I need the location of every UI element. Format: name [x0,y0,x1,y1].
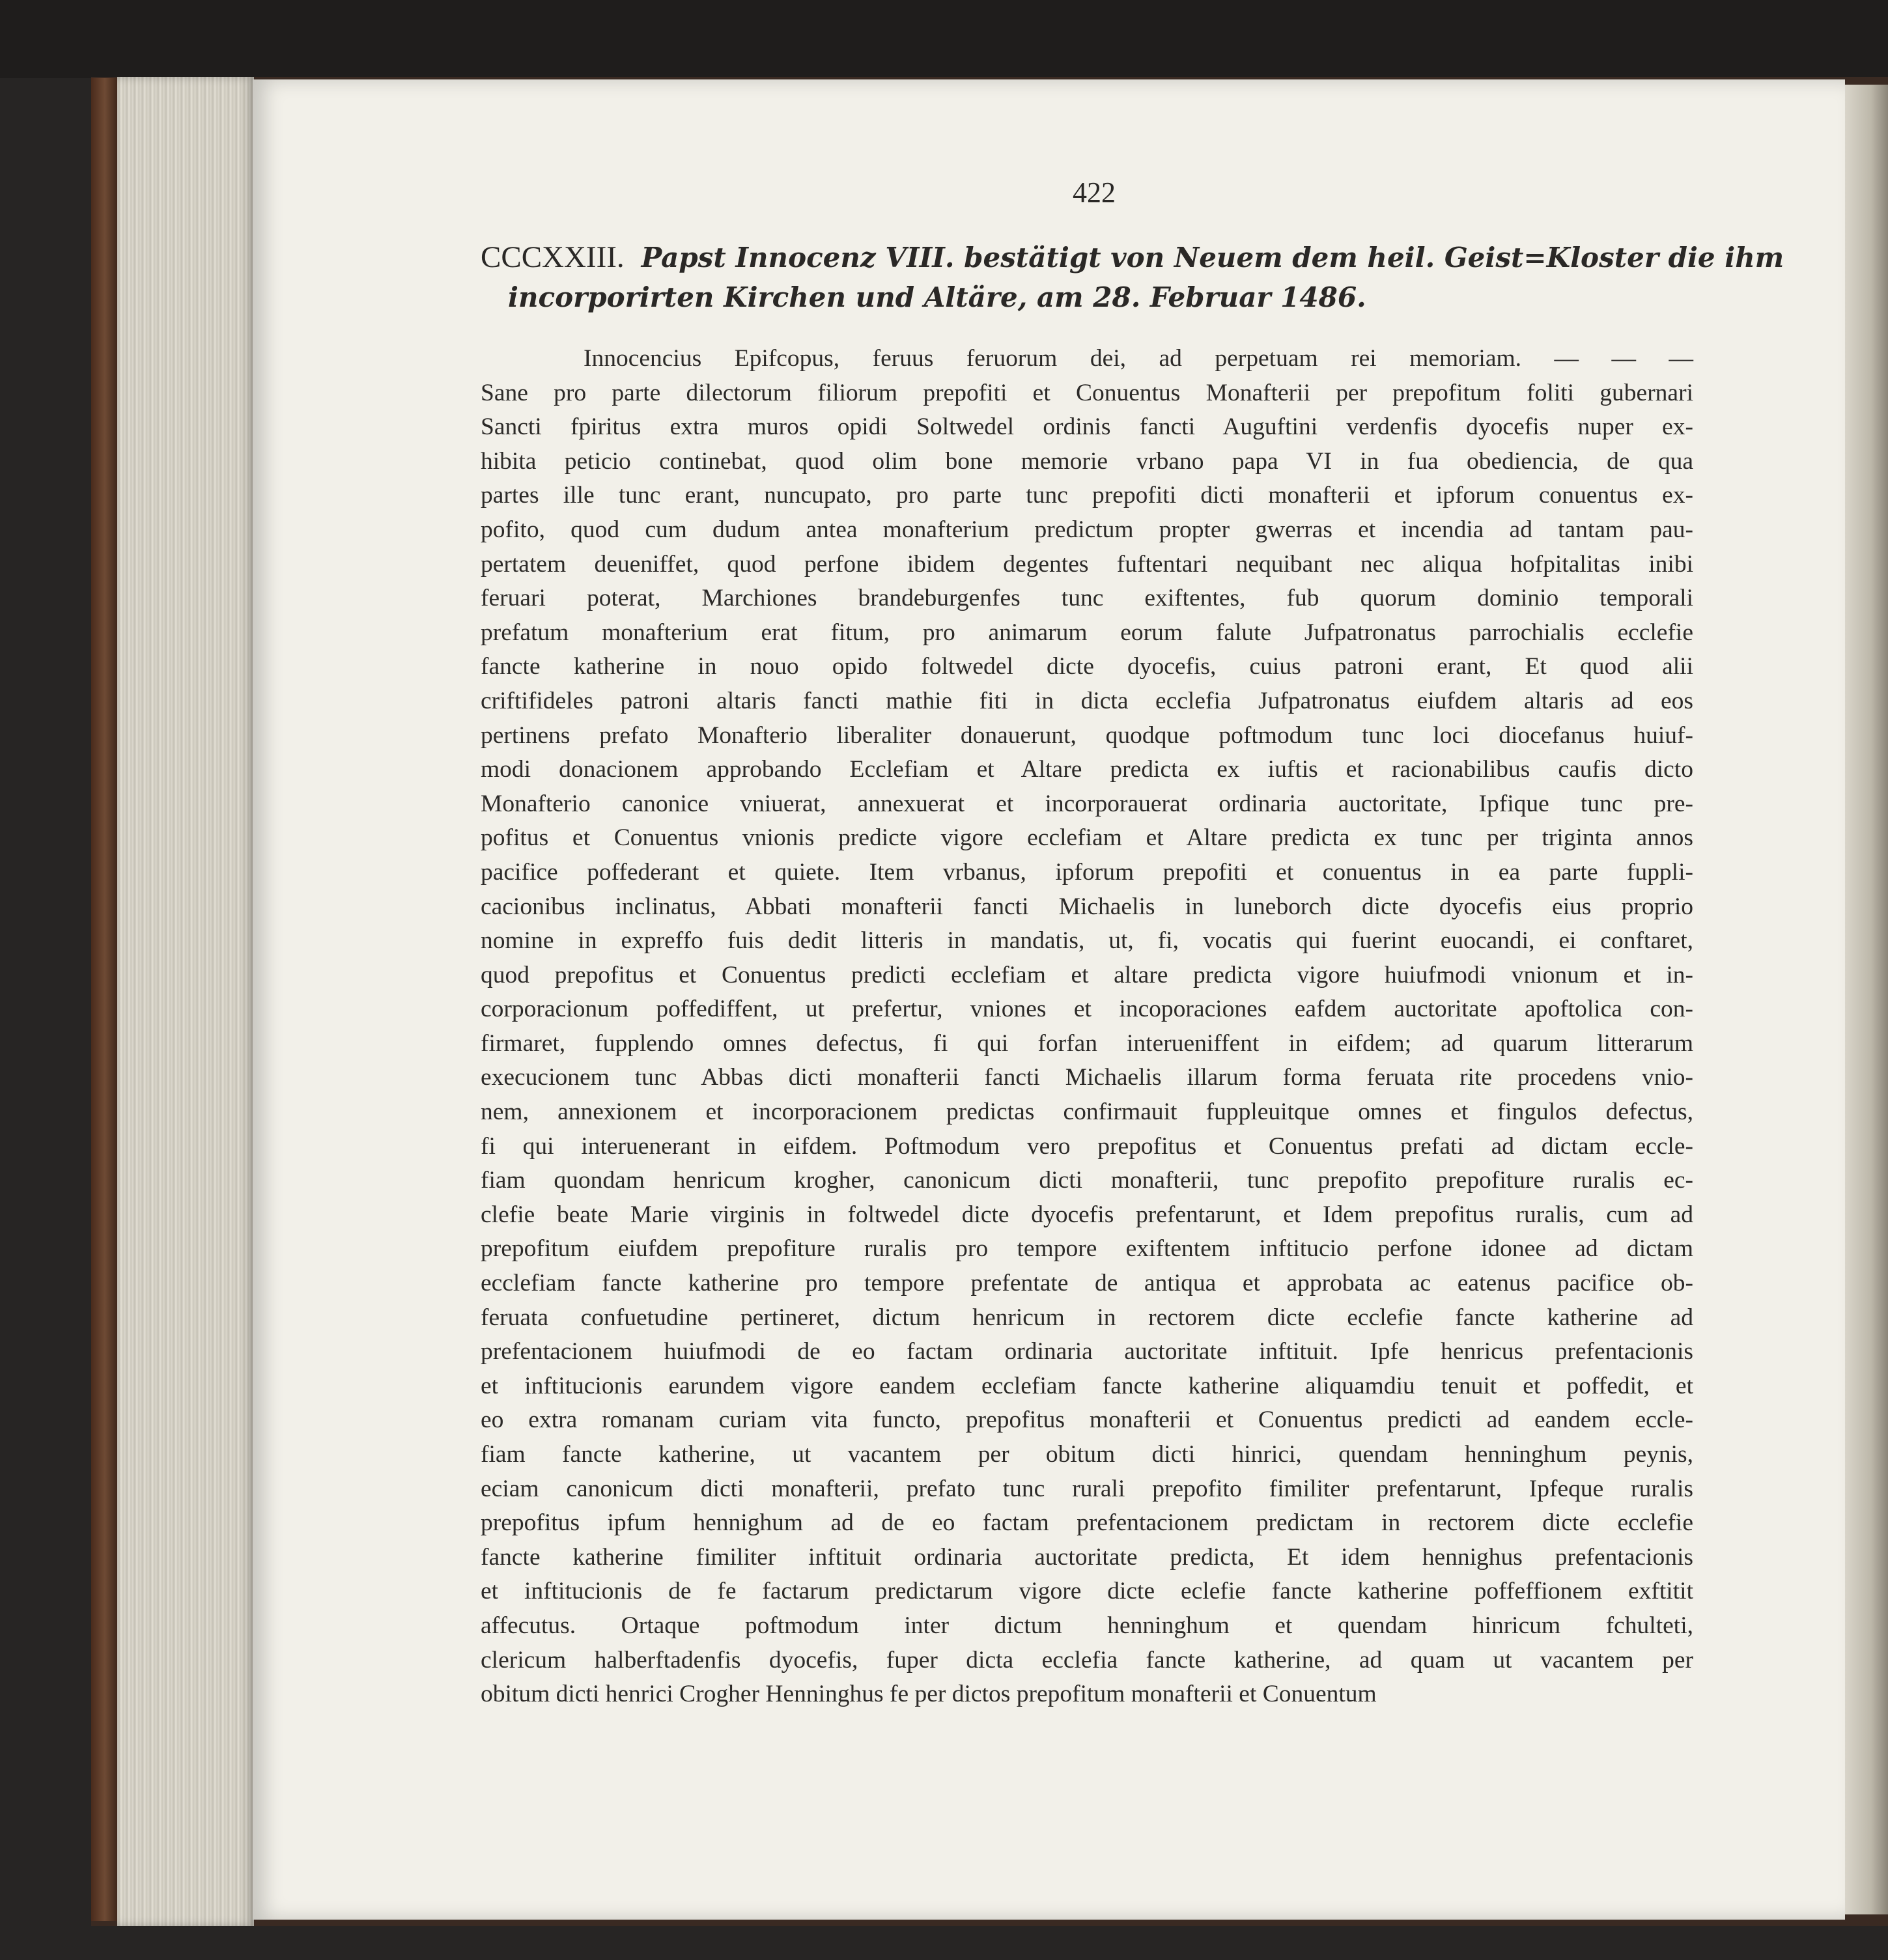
heading-title-part-2: incorporirten Kirchen und Altäre, am 28. Februar 1486. [508,281,1366,313]
page-number: 422 [1073,176,1116,208]
text-line: quod prepofitus et Conuentus predicti ecclefiam et altare predicta vigore huiufmodi vnionum et in- [481,961,1693,988]
text-line: et inftitucionis de fe factarum predictarum vigore dicte eclefie fancte katherine poffeffionem exftitit [481,1578,1693,1605]
text-line: Sancti fpiritus extra muros opidi Soltwedel ordinis fancti Auguftini verdenfis dyocefis nuper ex- [481,413,1693,441]
text-line: pofitus et Conuentus vnionis predicte vigore ecclefiam et Altare predicta ex tunc per triginta annos [481,824,1693,852]
text-line: Sane pro parte dilectorum filiorum prepofiti et Conuentus Monafterii per prepofitum foliti gubernari [481,379,1693,406]
text-line: fancte katherine fimiliter inftituit ordinaria auctoritate predicta, Et idem hennighus prefentacionis [481,1543,1693,1571]
heading-title-part-1: Papst Innocenz VIII. bestätigt von Neuem dem heil. Geist=Kloster die ihm [641,242,1784,273]
text-line: Innocencius Epifcopus, feruus feruorum dei, ad perpetuam rei memoriam. — — — [584,345,1693,372]
text-line: affecutus. Ortaque poftmodum inter dictum henninghum et quendam hinricum fchulteti, [481,1612,1693,1639]
document-heading [481,238,1784,317]
text-line: obitum dicti henrici Crogher Henninghus fe per dictos prepofitum monafterii et Conuentum [481,1681,1377,1708]
document-body [481,342,1693,1712]
heading-line-2 [481,277,1698,317]
text-line: prefentacionem huiufmodi de eo factam ordinaria auctoritate inftituit. Ipfe henricus prefentacionis [481,1338,1693,1365]
text-line: clefie beate Marie virginis in foltwedel dicte dyocefis prefentarunt, et Idem prepofitus ruralis, cum ad [481,1201,1693,1228]
text-line: feruata confuetudine pertineret, dictum henricum in rectorem dicte ecclefie fancte katherine ad [481,1304,1693,1331]
text-line: pacifice poffederant et quiete. Item vrbanus, ipforum prepofiti et conuentus in ea parte fuppli- [481,858,1693,886]
text-line: fiam fancte katherine, ut vacantem per obitum dicti hinrici, quendam henninghum peynis, [481,1441,1693,1468]
text-line: eo extra romanam curiam vita functo, prepofitus monafterii et Conuentus predicti ad eandem eccle- [481,1407,1693,1434]
text-line: ecclefiam fancte katherine pro tempore prefentate de antiqua et approbata ac eatenus pacifice ob- [481,1270,1693,1297]
text-line: nem, annexionem et incorporacionem predictas confirmauit fuppleuitque omnes et fingulos defectus, [481,1099,1693,1126]
heading-line-1 [481,238,1784,277]
page-edges [117,77,254,1926]
text-line: prepofitum eiufdem prepofiture ruralis pro tempore exiftentem inftitucio perfone idonee ad dictam [481,1235,1693,1263]
document-number: CCCXXIII. [481,240,625,274]
text-line: modi donacionem approbando Ecclefiam et Altare predicta ex iuftis et racionabilibus caufis dicto [481,756,1693,783]
text-line: feruari poterat, Marchiones brandeburgenfes tunc exiftentes, fub quorum dominio temporali [481,585,1693,612]
text-line: prepofitus ipfum hennighum ad de eo factam prefentacionem predictam in rectorem dicte ecclefie [481,1509,1693,1537]
facing-page-edge [1845,85,1888,1914]
text-line: criftifideles patroni altaris fancti mathie fiti in dicta ecclefia Jufpatronatus eiufdem altaris ad eos [481,687,1693,714]
text-line: nomine in expreffo fuis dedit litteris in mandatis, ut, fi, vocatis qui fuerint euocandi, ei conftaret, [481,927,1693,955]
text-line: cacionibus inclinatus, Abbati monafterii fancti Michaelis in luneborch dicte dyocefis eius proprio [481,893,1693,920]
text-line: et inftitucionis earundem vigore eandem ecclefiam fancte katherine aliquamdiu tenuit et poffedit, et [481,1372,1693,1399]
text-line: fiam quondam henricum krogher, canonicum dicti monafterii, tunc prepofito prepofiture ruralis ec- [481,1167,1693,1194]
backdrop [0,0,1888,78]
text-line: execucionem tunc Abbas dicti monafterii fancti Michaelis illarum forma feruata rite procedens vnio- [481,1064,1693,1091]
text-line: prefatum monafterium erat fitum, pro animarum eorum falute Jufpatronatus parrochialis ecclefie [481,619,1693,646]
text-line: pertatem deueniffet, quod perfone ibidem degentes fuftentari nequibant nec aliqua hofpitalitas inibi [481,550,1693,578]
text-line: hibita peticio continebat, quod olim bone memorie vrbano papa VI in fua obediencia, de qua [481,447,1693,475]
text-line: pofito, quod cum dudum antea monafterium predictum propter gwerras et incendia ad tantam pau- [481,516,1693,543]
text-line: corporacionum poffediffent, ut prefertur, vniones et incoporaciones eafdem auctoritate apoftolica con- [481,996,1693,1023]
text-line: eciam canonicum dicti monafterii, prefato tunc rurali prepofito fimiliter prefentarunt, Ipfeque ruralis [481,1475,1693,1502]
text-line: Monafterio canonice vniuerat, annexuerat et incorporauerat ordinaria auctoritate, Ipfique tunc pre- [481,790,1693,817]
text-line: clericum halberftadenfis dyocefis, fuper dicta ecclefia fancte katherine, ad quam ut vacantem per [481,1646,1693,1673]
text-line: partes ille tunc erant, nuncupato, pro parte tunc prepofiti dicti monafterii et ipforum conuentus ex- [481,482,1693,509]
text-line: fancte katherine in nouo opido foltwedel dicte dyocefis, cuius patroni erant, Et quod alii [481,653,1693,680]
text-line: firmaret, fupplendo omnes defectus, fi qui forfan interueniffent in eifdem; ad quarum litterarum [481,1029,1693,1057]
text-line: pertinens prefato Monafterio liberaliter donauerunt, quodque poftmodum tunc loci diocefanus huiuf- [481,721,1693,749]
text-line: fi qui interuenerant in eifdem. Poftmodum vero prepofitus et Conuentus prefati ad dictam eccle- [481,1132,1693,1160]
